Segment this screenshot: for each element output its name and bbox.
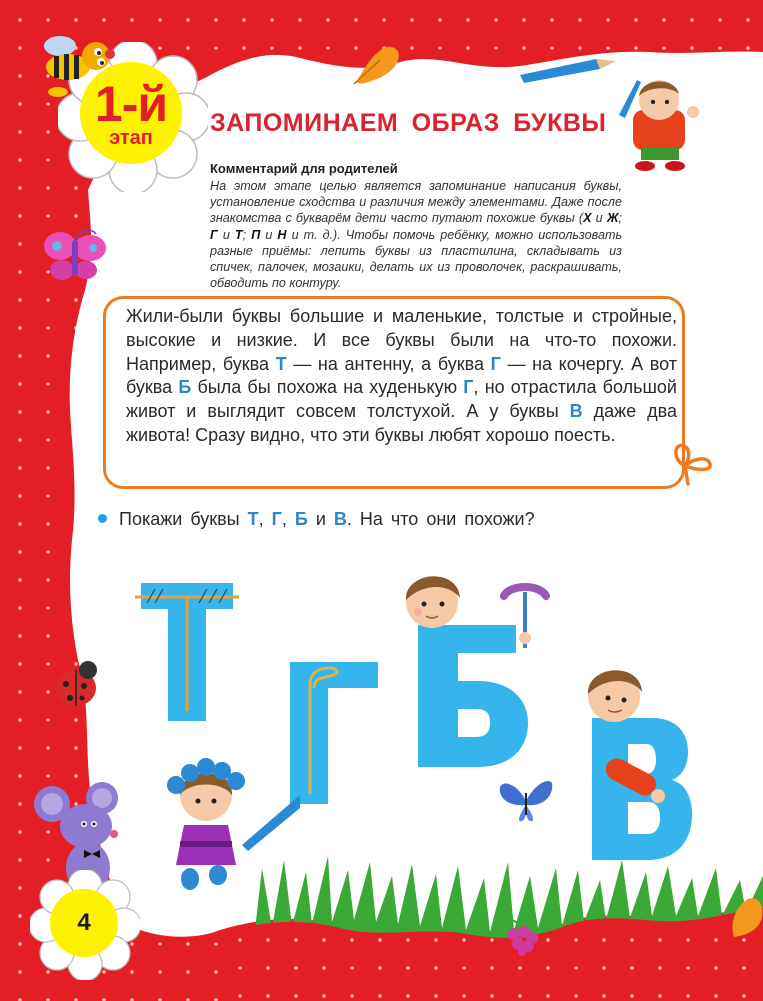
ladybug-icon [52, 656, 104, 710]
oak-leaf-bottom-icon [728, 895, 763, 940]
page-title: ЗАПОМИНАЕМ ОБРАЗ БУКВЫ [210, 109, 607, 137]
pink-butterfly-icon [40, 226, 110, 286]
highlight-letter: Т [275, 353, 287, 374]
bullet-icon [98, 514, 107, 523]
boy-face-b-illustration [398, 560, 466, 632]
boy-with-pencil-illustration [615, 70, 705, 175]
highlight-letter: Г [463, 377, 474, 398]
girl-with-pencil-illustration [150, 745, 300, 895]
task-question: Покажи буквы Т, Г, Б и В. На что они похожи? [98, 509, 535, 530]
stage-number: 1-й [94, 76, 168, 132]
highlight-letter: Г [490, 353, 501, 374]
parents-comment-text: На этом этапе целью является запоминание написания буквы, установление сходства и различия между элементами. Даже после знакомства с букварём дети часто путают похожие буквы (Х и Ж; Г и Т; П и Н и т. д.). Чтобы помочь ребёнку, можно использовать разные приёмы: лепить буквы из пластилина, складывать из спичек, палочек, мозаики, делать их из проволочек, раскрашивать, обводить по контуру. [210, 179, 623, 291]
parents-comment-heading: Комментарий для родителей [210, 161, 398, 176]
highlight-letter: Б [178, 377, 192, 398]
popsicle-icon [604, 758, 674, 808]
blue-butterfly-icon [498, 777, 554, 825]
story-text: Жили-были буквы большие и маленькие, толстые и стройные, высокие и низкие. И все буквы были на что-то похожи. Например, буква Т — на антенну, а буква Г — на кочергу. А вот буква Б была бы похожа на худенькую Г, но отрастила большой живот и выглядит совсем толстухой. А у буквы В даже два живота! Сразу видно, что эти буквы любят хорошо поесть. [126, 306, 677, 445]
bee-icon [38, 32, 118, 102]
raspberry-icon [502, 912, 542, 956]
letter-g-poker-illustration [290, 662, 380, 807]
boy-face-v-illustration [580, 654, 648, 726]
highlight-letter: В [569, 401, 583, 422]
fork-with-sausage-icon [500, 578, 550, 653]
stage-word: этап [109, 127, 153, 149]
oak-leaf-icon [350, 42, 406, 87]
page-number: 4 [50, 889, 118, 957]
letter-t-antenna-illustration [135, 575, 245, 725]
pencil-icon [520, 55, 620, 85]
bow-knot-icon [672, 438, 718, 488]
